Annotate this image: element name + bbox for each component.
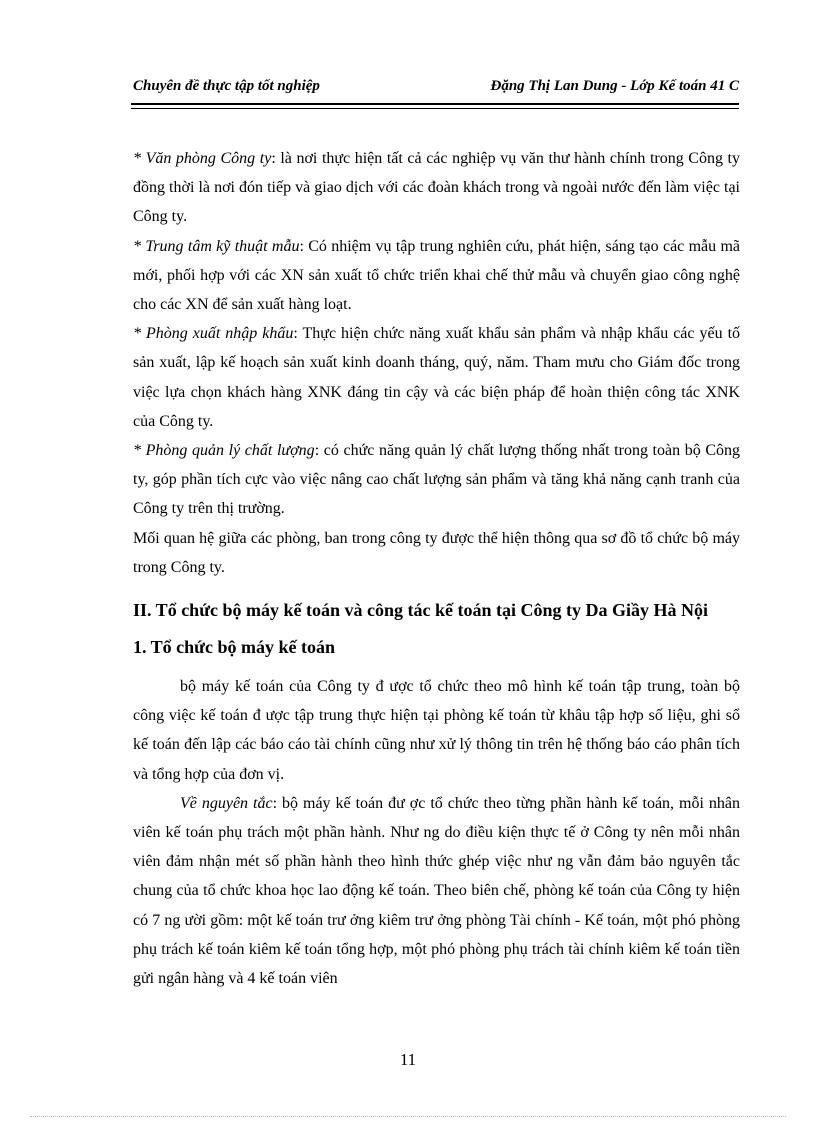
paragraph-lead: * Phòng xuất nhập khẩu	[133, 325, 294, 343]
paragraph-lead: Về nguyên tắc	[180, 794, 273, 812]
header-rule-thick	[131, 103, 739, 105]
page-header	[131, 76, 739, 102]
page-bottom-border	[30, 1116, 786, 1117]
paragraph-relationship	[133, 524, 740, 582]
paragraph-import-export	[133, 319, 740, 436]
header-rule-thin	[131, 108, 739, 109]
header-document-title: Chuyên đề thực tập tốt nghiệp	[133, 78, 320, 94]
section-heading: II. Tổ chức bộ máy kế toán và công tác kế toán tại Công ty Da Giầy Hà Nội	[133, 600, 708, 621]
subsection-heading: 1. Tổ chức bộ máy kế toán	[133, 637, 335, 658]
body-paragraph-2	[133, 789, 740, 993]
paragraph-text: : có chức năng quản lý chất lượng thống nhất trong toàn bộ Công ty, góp phần tích cực vào việc nâng cao chất lượng sản phẩm và tăng khả năng cạnh tranh của Công ty trên thị trường.	[133, 442, 741, 518]
paragraph-text: : Thực hiện chức năng xuất khẩu sản phẩm và nhập khẩu các yếu tố sản xuất, lập kế hoạch sản xuất kinh doanh tháng, quý, năm. Tham mưu cho Giám đốc trong việc lựa chọn khách hàng XNK đáng tin cậy và các biện pháp để hoàn thiện công tác XNK của Công ty.	[133, 325, 741, 430]
paragraph-tech-center	[133, 232, 740, 320]
paragraph-text: : là nơi thực hiện tất cả các nghiệp vụ văn thư hành chính trong Công ty đồng thời là nơi đón tiếp và giao dịch với các đoàn khách trong và ngoài nước đến làm việc tại Công ty.	[133, 150, 741, 226]
paragraph-quality	[133, 436, 740, 524]
page-number: 11	[399, 1050, 417, 1069]
paragraph-lead: * Phòng quản lý chất lượng	[133, 442, 315, 460]
page-body	[133, 144, 740, 993]
paragraph-text: Mối quan hệ giữa các phòng, ban trong công ty được thể hiện thông qua sơ đồ tổ chức bộ máy trong Công ty.	[133, 529, 740, 576]
header-author: Đặng Thị Lan Dung - Lớp Kế toán 41 C	[490, 78, 739, 94]
paragraph-office	[133, 144, 740, 232]
paragraph-lead: * Trung tâm kỹ thuật mẫu	[133, 237, 300, 255]
paragraph-text: : bộ máy kế toán đư ợc tổ chức theo từng phần hành kế toán, mỗi nhân viên kế toán phụ trách một phần hành. Như ng do điều kiện thực tế ở Công ty nên mỗi nhân viên đảm nhận mét số phần hành theo hình thức ghép việc như ng vẫn đảm bảo nguyên tắc chung của tổ chức khoa học lao động kế toán. Theo biên chế, phòng kế toán của Công ty hiện có 7 ng ười gồm: một kế toán trư ởng kiêm trư ởng phòng Tài chính - Kế toán, một phó phòng phụ trách kế toán kiêm kế toán tổng hợp, một phó phòng phụ trách tài chính kiêm kế toán tiền gửi ngân hàng và 4 kế toán viên	[133, 794, 741, 988]
paragraph-text: : Có nhiệm vụ tập trung nghiên cứu, phát hiện, sáng tạo các mẫu mã mới, phối hợp với các XN sản xuất tổ chức triển khai chế thử mẫu và chuyển giao công nghệ cho các XN để sản xuất hàng loạt.	[133, 237, 740, 314]
paragraph-lead: * Văn phòng Công ty	[133, 150, 272, 167]
body-paragraph-1: bộ máy kế toán của Công ty đ ược tổ chức theo mô hình kế toán tập trung, toàn bộ công việc kế toán đ ược tập trung thực hiện tại phòng kế toán từ khâu tập hợp số liệu, ghi sổ kế toán đến lập các báo cáo tài chính cũng như xử lý thông tin trên hệ thống báo cáo phân tích và tổng hợp của đơn vị.	[133, 678, 740, 783]
